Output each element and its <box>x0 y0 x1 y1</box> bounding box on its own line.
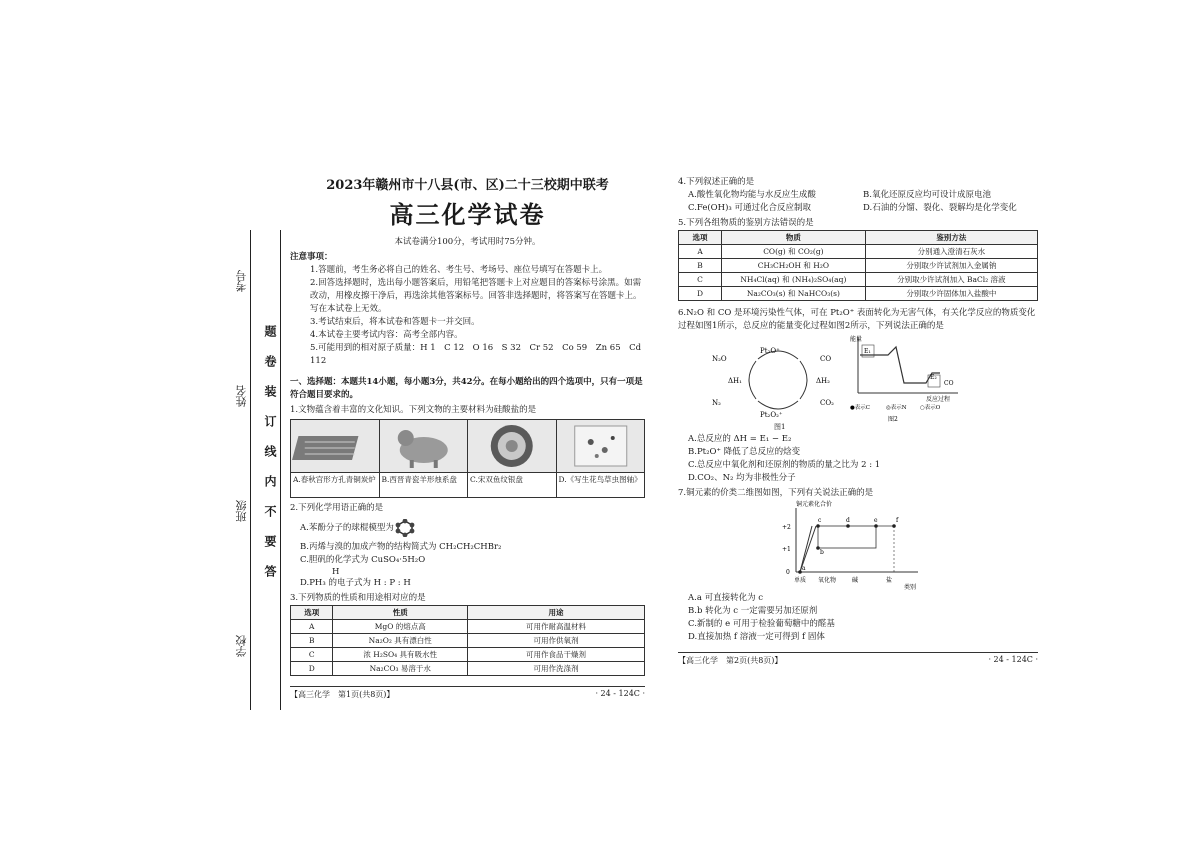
figure-2-energy <box>848 333 968 425</box>
fig2-mark: CO <box>944 380 954 387</box>
table-cell: Na₂CO₃(s) 和 NaHCO₃(s) <box>722 287 866 301</box>
figure-1-cycle <box>708 339 848 425</box>
table-row <box>291 620 645 634</box>
question-2-option-a <box>290 519 645 537</box>
seal-char: 题 <box>263 325 277 337</box>
fig1-species: CO <box>820 355 832 363</box>
question-6-option: D.CO₂、N₂ 均为非极性分子 <box>688 473 796 483</box>
table-cell: D <box>679 287 722 301</box>
point-label: d <box>846 517 850 524</box>
fig1-species: ΔH₂ <box>816 377 830 385</box>
table-cell: 分别取少许固体加入盐酸中 <box>865 287 1037 301</box>
relic-d <box>557 420 645 497</box>
notice-item: 1.答题前，考生务必将自己的姓名、考生号、考场号、座位号填写在答题卡上。 <box>310 265 608 275</box>
relic-c <box>468 420 557 497</box>
x-tick: 碱 <box>852 577 859 584</box>
table-row <box>679 245 1038 259</box>
table-cell: 可用作食品干燥剂 <box>467 648 644 662</box>
binding-line <box>250 230 251 710</box>
binding-line <box>280 230 281 710</box>
option: A.酸性氧化物均能与水反应生成酸 <box>688 190 816 200</box>
question-2-option-b: B.丙烯与溴的加成产物的结构简式为 CH₂CH₂CHBr₂ <box>300 542 502 552</box>
question-6-figures <box>678 333 1038 433</box>
figure-1-label: 图1 <box>774 423 786 431</box>
y-tick: 0 <box>786 569 790 576</box>
question-6-option: A.总反应的 ΔH = E₁ − E₂ <box>688 434 792 444</box>
y-tick: +1 <box>782 546 791 553</box>
seal-char: 卷 <box>263 355 277 367</box>
table-cell: A <box>679 245 722 259</box>
question-5-stem: 5.下列各组物质的鉴别方法错误的是 <box>678 218 814 228</box>
field-class: 班级 <box>235 500 248 522</box>
y-tick: +2 <box>782 524 791 531</box>
question-7-stem: 7.铜元素的价类二维图如图，下列有关说法正确的是 <box>678 488 874 498</box>
relic-c-caption: C.宋双鱼纹银盘 <box>470 475 523 484</box>
relic-d-caption: D.《写生花鸟草虫图轴》 <box>558 475 642 484</box>
question-3-stem: 3.下列物质的性质和用途相对应的是 <box>290 593 426 603</box>
table-cell: Na₂O₂ 具有漂白性 <box>333 634 468 648</box>
question-7-figure <box>678 500 1038 592</box>
point-label: f <box>896 517 899 524</box>
fig2-label: 图2 <box>888 416 898 423</box>
fig1-species: Pt₂O₂⁺ <box>760 411 783 419</box>
table-row <box>679 259 1038 273</box>
question-1-stem: 1.文物蕴含着丰富的文化知识。下列文物的主要材料为硅酸盐的是 <box>290 405 537 415</box>
exam-page-1 <box>290 170 645 700</box>
footer-code: · 24 - 124C · <box>988 655 1038 664</box>
question-7-option: B.b 转化为 c 一定需要另加还原剂 <box>688 606 818 616</box>
table-header: 选项 <box>679 231 722 245</box>
relic-b <box>380 420 469 497</box>
fig2-xlabel: 反应过程 <box>926 396 951 403</box>
exam-title: 2023年赣州市十八县(市、区)二十三校期中联考 <box>326 178 609 193</box>
footer-page-label: 【高三化学 第2页(共8页)】 <box>678 656 783 665</box>
field-school: 学校 <box>235 635 248 657</box>
point-label: b <box>820 549 824 556</box>
question-2-option-d: D.PH₃ 的电子式为 H : P : H <box>300 578 411 588</box>
question-1-relics <box>290 419 645 498</box>
silver-plate-image <box>468 420 556 473</box>
x-tick: 单质 <box>794 577 807 584</box>
option: D.石油的分馏、裂化、裂解均是化学变化 <box>863 203 1017 213</box>
table-cell: MgO 的熔点高 <box>333 620 468 634</box>
seal-char: 装 <box>263 385 277 397</box>
table-row <box>291 634 645 648</box>
table-cell: 分别通入澄清石灰水 <box>865 245 1037 259</box>
notice-item: 5.可能用到的相对原子质量：H 1 C 12 O 16 S 32 Cr 52 Co 59 Zn 65 Cd 112 <box>310 343 642 366</box>
bronze-stove-image <box>291 420 379 473</box>
question-5-table <box>678 230 1038 301</box>
question-7-option: C.新制的 e 可用于检验葡萄糖中的醛基 <box>688 619 835 629</box>
table-row <box>291 648 645 662</box>
fig1-species: N₂ <box>712 399 721 407</box>
seal-char: 不 <box>263 505 277 517</box>
seal-char: 答 <box>263 565 277 577</box>
page-2-footer <box>678 652 1038 666</box>
electron-formula-h: H <box>332 567 340 577</box>
question-3-table <box>290 605 645 676</box>
fig2-legend: ◎表示N <box>886 405 907 411</box>
point-label: c <box>818 517 822 524</box>
fig1-species: CO₂ <box>820 399 834 407</box>
notice-item: 3.考试结束后，将本试卷和答题卡一并交回。 <box>310 317 480 327</box>
question-4-stem: 4.下列叙述正确的是 <box>678 177 755 187</box>
x-tick: 盐 <box>886 577 893 584</box>
table-cell: C <box>679 273 722 287</box>
fig1-species: Pt₂O⁺ <box>760 347 780 355</box>
relic-a <box>291 420 380 497</box>
table-cell: 分别取少许试剂加入 BaCl₂ 溶液 <box>865 273 1037 287</box>
table-cell: 可用作洗涤剂 <box>467 662 644 676</box>
fig1-species: N₂O <box>712 355 727 363</box>
footer-page-label: 【高三化学 第1页(共8页)】 <box>290 690 395 699</box>
table-cell: D <box>291 662 333 676</box>
phenol-ball-stick-icon <box>394 519 416 537</box>
question-7-option: D.直接加热 f 溶液一定可得到 f 固体 <box>688 632 825 642</box>
notice-item: 4.本试卷主要考试内容：高考全部内容。 <box>310 330 463 340</box>
subject-title: 高三化学试卷 <box>389 200 546 229</box>
table-cell: 浓 H₂SO₄ 具有吸水性 <box>333 648 468 662</box>
exam-page-2 <box>678 170 1038 700</box>
copper-valence-chart <box>778 500 928 590</box>
x-tail: 类别 <box>904 584 917 590</box>
table-row <box>679 273 1038 287</box>
relic-b-caption: B.西晋青瓷羊形烛系盘 <box>381 475 457 484</box>
painting-scroll-image <box>557 420 645 473</box>
chart-ylabel: 铜元素化合价 <box>796 501 833 508</box>
table-cell: NH₄Cl(aq) 和 (NH₄)₂SO₄(aq) <box>722 273 866 287</box>
field-exam-number: 考号 <box>235 270 248 292</box>
seal-char: 内 <box>263 475 277 487</box>
relic-a-caption: A.春秋宫形方孔青铜炭炉 <box>293 475 376 484</box>
table-header: 用途 <box>467 606 644 620</box>
table-cell: 可用作耐高温材料 <box>467 620 644 634</box>
page-1-footer <box>290 686 645 700</box>
table-header: 性质 <box>333 606 468 620</box>
section-heading: 一、选择题：本题共14小题，每小题3分，共42分。在每小题给出的四个选项中，只有一项是符合题目要求的。 <box>290 377 643 400</box>
fig2-legend: ○表示O <box>920 405 941 411</box>
question-6-option: B.Pt₂O⁺ 降低了总反应的焓变 <box>688 447 801 457</box>
footer-code: · 24 - 124C · <box>595 689 645 698</box>
fig2-mark: E₁ <box>864 348 871 355</box>
option: C.Fe(OH)₃ 可通过化合反应制取 <box>688 203 811 213</box>
table-cell: 可用作供氧剂 <box>467 634 644 648</box>
field-name: 姓名 <box>235 385 248 407</box>
seal-char: 线 <box>263 445 277 457</box>
question-2-stem: 2.下列化学用语正确的是 <box>290 503 384 513</box>
question-2-option-c: C.胆矾的化学式为 CuSO₄·5H₂O <box>300 555 426 565</box>
sheep-candleholder-image <box>380 420 468 473</box>
score-line: 本试卷满分100分，考试用时75分钟。 <box>394 237 541 247</box>
question-7-option: A.a 可直接转化为 c <box>688 593 764 603</box>
table-row <box>291 662 645 676</box>
notice-heading: 注意事项： <box>290 252 333 262</box>
table-cell: 分别取少许试剂加入金属钠 <box>865 259 1037 273</box>
table-cell: CO(g) 和 CO₂(g) <box>722 245 866 259</box>
table-cell: B <box>291 634 333 648</box>
point-label: e <box>874 517 878 524</box>
table-cell: B <box>679 259 722 273</box>
x-tick: 氧化物 <box>818 577 837 584</box>
seal-char: 要 <box>263 535 277 547</box>
fig1-species: ΔH₁ <box>728 377 742 385</box>
table-cell: CH₃CH₂OH 和 H₂O <box>722 259 866 273</box>
question-6-stem: 6.N₂O 和 CO 是环境污染性气体，可在 Pt₂O⁺ 表面转化为无害气体，有关化学反应的物质变化过程如图1所示，总反应的能量变化过程如图2所示，下列说法正确的是 <box>678 308 1036 331</box>
fig2-ylabel: 能量 <box>850 336 863 343</box>
seal-char: 订 <box>263 415 277 427</box>
table-header: 鉴别方法 <box>865 231 1037 245</box>
fig2-legend: ●表示C <box>850 405 871 411</box>
table-header: 物质 <box>722 231 866 245</box>
table-cell: A <box>291 620 333 634</box>
question-6-option: C.总反应中氧化剂和还原剂的物质的量之比为 2 : 1 <box>688 460 881 470</box>
fig2-mark: E₂ <box>930 374 937 381</box>
notice-item: 2.回答选择题时，选出每小题答案后，用铅笔把答题卡上对应题目的答案标号涂黑。如需改动，用橡皮擦干净后，再选涂其他答案标号。回答非选择题时，将答案写在答题卡上。写在本试卷上无效。 <box>310 278 642 314</box>
option: B.氧化还原反应均可设计成原电池 <box>863 190 991 200</box>
table-header: 选项 <box>291 606 333 620</box>
table-cell: Na₂CO₃ 易溶于水 <box>333 662 468 676</box>
binding-margin <box>222 230 282 710</box>
table-row <box>679 287 1038 301</box>
question-4-options <box>678 189 1038 215</box>
option-text: A.苯酚分子的球棍模型为 <box>300 522 394 533</box>
point-label: a <box>802 565 806 572</box>
table-cell: C <box>291 648 333 662</box>
